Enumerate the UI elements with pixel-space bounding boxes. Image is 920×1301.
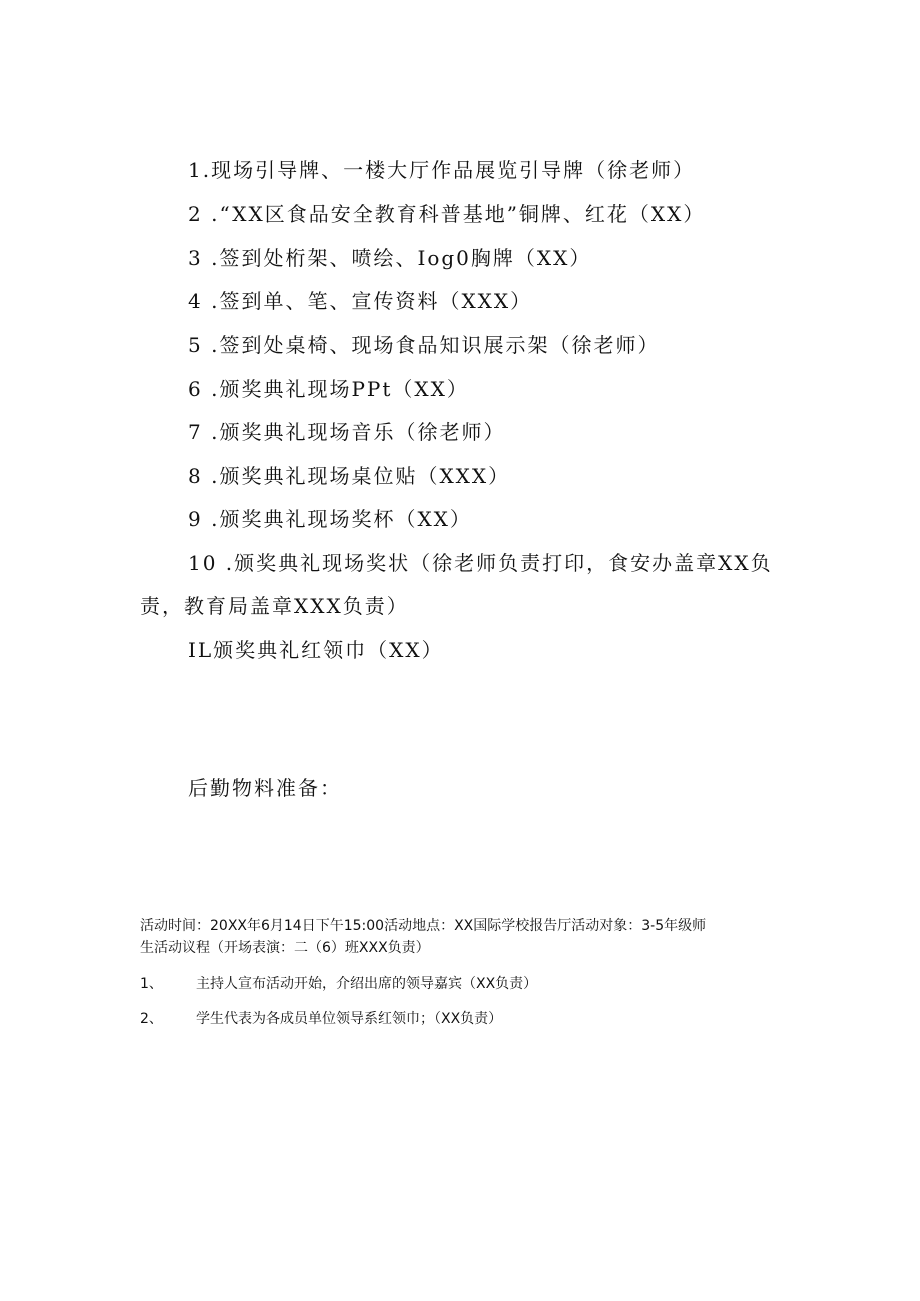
material-item-6: 6 .颁奖典礼现场PPt（XX）	[188, 377, 469, 401]
agenda-step-text-2: 学生代表为各成员单位领导系红领巾；（XX负责）	[196, 1011, 503, 1027]
material-item-10-continuation: 责，教育局盖章XXX负责）	[140, 594, 409, 618]
material-item-4: 4 .签到单、笔、宣传资料（XXX）	[188, 289, 533, 313]
material-item-2: 2 .“XX区食品安全教育科普基地”铜牌、红花（XX）	[188, 202, 706, 226]
event-info-line-2: 生活动议程（开场表演：二（6）班XXX负责）	[140, 940, 430, 956]
agenda-step-number-1: 1、	[140, 976, 163, 992]
material-item-10: 10 .颁奖典礼现场奖状（徐老师负责打印，食安办盖章XX负	[188, 551, 773, 575]
logistics-heading: 后勤物料准备：	[188, 776, 342, 800]
material-item-9: 9 .颁奖典礼现场奖杯（XX）	[188, 507, 472, 531]
material-item-5: 5 .签到处桌椅、现场食品知识展示架（徐老师）	[188, 333, 660, 357]
event-info-line-1: 活动时间：20XX年6月14日下午15:00活动地点：XX国际学校报告厅活动对象：3-5年级师	[140, 918, 707, 934]
agenda-step-number-2: 2、	[140, 1011, 163, 1027]
agenda-step-text-1: 主持人宣布活动开始，介绍出席的领导嘉宾（XX负责）	[196, 976, 538, 992]
material-item-3: 3 .签到处桁架、喷绘、Iog0胸牌（XX）	[188, 246, 592, 270]
material-item-7: 7 .颁奖典礼现场音乐（徐老师）	[188, 420, 506, 444]
material-item-1: 1.现场引导牌、一楼大厅作品展览引导牌（徐老师）	[188, 158, 696, 182]
material-item-11: IL颁奖典礼红领巾（XX）	[188, 638, 444, 662]
material-item-8: 8 .颁奖典礼现场桌位贴（XXX）	[188, 464, 511, 488]
